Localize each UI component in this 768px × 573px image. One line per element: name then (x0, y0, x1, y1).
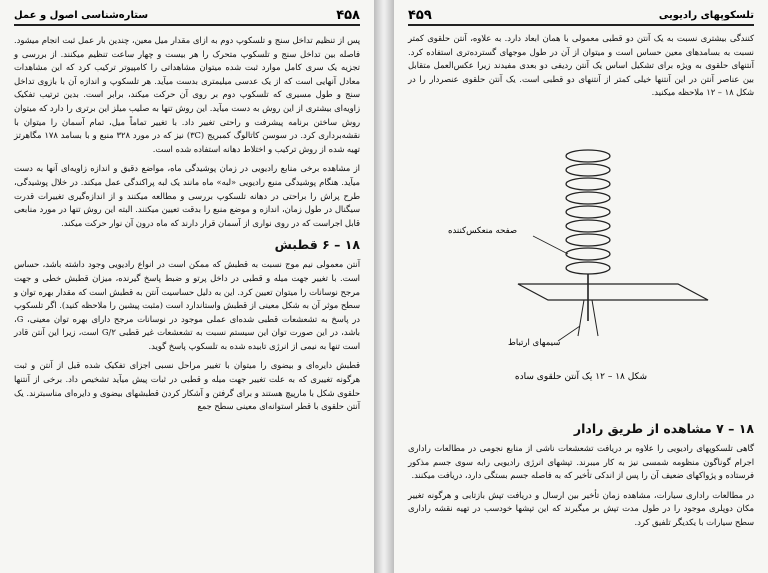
right-page (394, 0, 768, 573)
right-page-intro (408, 32, 754, 106)
reflector-plate (518, 284, 708, 300)
page-number: ۴۵۹ (408, 7, 432, 23)
left-page-body (14, 34, 360, 420)
paragraph: از مشاهده برخی منابع رادیویی در زمان پوشیدگی ماه، مواضع دقیق و اندازه زاویه‌ای آنها به دست میآید. هنگام پوشیدگی منبع رادیویی «لبه» ماه مانند یک لبه پراکندگی عمل میکند. در خلال پوشیدگی، طرح پراش را براحتی در دهانه تلسکوپ بررسی و مطالعه میکنند و از اندازه‌گیری تغییرات قدرت سیگنال در طول زمان، اندازه و موضع منبع را بدقت تعیین میکنند. البته این روش تنها در مورد منابعی قابل اجراست که در روی نواری از آسمان قرار دارند که ماه درون آن نوار حرکت میکند. (14, 163, 360, 228)
helical-antenna-illustration (408, 136, 754, 398)
page-number: ۴۵۸ (336, 7, 360, 23)
right-page-header (408, 6, 754, 26)
book-gutter (374, 0, 394, 573)
paragraph: گاهی تلسکوپهای رادیویی را علاوه بر دریافت تشعشعات ناشی از منابع نجومی در مطالعات راداری اجرام گوناگون منظومه شمسی نیز به کار میبرند. تپشهای انرژی رادیویی رابه سوی جسم مذکور فرستاده و پژواکهای ضعیف آن را پس از اندکی تأخیر که به فاصله جسم بستگی دارد، دریافت میکنند. (408, 443, 754, 481)
helix-coil (566, 150, 610, 274)
left-page (0, 0, 374, 573)
paragraph: پس از تنظیم تداخل سنج و تلسکوپ دوم به ازای مقدار میل معین، چندین بار عمل ثبت انجام میشود. فاصله بین تداخل سنج و تلسکوپ متحرک را هر بیست و چهار ساعت تنظیم میکنند. از بررسی و تجزیه یک سری کامل موارد ثبت شده میتوان مشاهداتی را کامپیوتر ترکیب کرد که این مشاهدات معادل آنهایی است که از یک عدسی میلیمتری بدست میآید. هر تلسکوپ و اندازه آن با بازوی تداخل سنج و طول مسیری که تلسکوپ دوم بر روی آن حرکت میکند، برابر است. بدین ترتیب تفکیک زاویه‌ای بیشتری از این روش به دست میآید. این روش تنها به صلیب میلز این برتری را دارد که میتوان روش ساختن برنامه پیشرفت و راحتی تغییر داد. با تغییر تماماً میل، تمام آسمان را میتوان با نقشه‌برداری کرد. در سوسن کاتالوگ کمبریج (۳C) نیز که در مورد ۳۲۸ منبع و با بسامد ۱۷۸ مگاهرتز تهیه شده از روش ترکیب و اختلاط دهانه استفاده شده است. (14, 35, 361, 154)
left-page-header (14, 6, 360, 26)
section-heading: ۱۸ – ۶ قطبش (274, 237, 360, 253)
reflector-label: صفحه منعکس‌کننده (448, 226, 518, 236)
helical-antenna-figure (408, 136, 754, 398)
running-title: تلسکوپهای رادیویی (658, 9, 754, 21)
figure-caption: شکل ۱۸ – ۱۲ یک آنتن حلقوی ساده (514, 372, 648, 382)
paragraph: در مطالعات راداری سیارات، مشاهده زمان تأخیر بین ارسال و دریافت تپش بازتابی و هرگونه تغییر مکان دوپلری موجود را در طول مدت تپش بر میگیرند که این تپشها خودسب در تهیه نقشه راداری سطح سیارات با یکدیگر تلفیق کرد. (408, 489, 754, 527)
running-title: ستاره‌شناسی اصول و عمل (14, 9, 149, 21)
cable-label: سیمهای ارتباط (508, 338, 561, 348)
paragraph: آنتن معمولی نیم موج نسبت به قطبش که ممکن است در انواع رادیویی وجود داشته باشد، حساس است. با تغییر جهت میله و قطبی در داخل پرتو و ضبط پاسخ گیرنده، میزان قطبش خطی و جهت مرجح نوسانات را میتوان تعیین کرد. این به دلیل حساسیت آنتن به قطبش است که مقدار بهره توان و سطح موثر آن به شکل معینی از قطبش واستاندارد است (مثبت پیشین را ملاحظه کنید). اگر تلسکوپ در پاسخ به تشعشعات قطبی شده‌ای عملی موجود در نوسانات مرجح دارای بهره توان معینی، G، باشد، در این صورت توان این سیستم نسبت به تشعشعات غیر قطبی G/۲ است، زیرا این آنتن قادر است تنها به نیمی از انرژی تابیده شده به تلسکوپ پاسخ گوید. (14, 259, 360, 351)
paragraph: کنندگی بیشتری نسبت به یک آنتن دو قطبی معمولی با همان ابعاد دارد. به علاوه، آنتن حلقوی کمتر نسبت به بسامدهای معین حساس است و میتوان از آن در طول موجهای گسترده‌تری استفاده کرد. آنتنهای حلقوی به ویژه برای تشکیل اساس یک آنتن ردیفی دو بعدی مفیدند زیرا عکس‌العمل متقابل بین عناصر آنتن در این آنتنها خیلی کمتر از آنتنهای دو قطبی است. یک آنتن حلقوی عنصردار را در شکل ۱۸ – ۱۲ ملاحظه میکنید. (408, 33, 754, 98)
section-heading: ۱۸ – ۷ مشاهده از طریق رادار (573, 421, 754, 436)
paragraph: قطبش دایره‌ای و بیضوی را میتوان با تغییر مراحل نسبی اجزای تفکیک شده قبل از آنتن و ثبت هرگونه تغییری که به علت تغییر جهت میله و قطبی در ثبات پیش میآید تشخیص داد. برخی از آنتنها حلقوی شکل با مارپیچ هستند و برای گرفتن و آشکار کردن قطبشهای بیضوی و دایره‌ای مناسبترند. یک آنتن حلقوی با قطر استوانه‌ای معینی سطح جمع (14, 360, 360, 412)
right-page-section (408, 414, 754, 536)
